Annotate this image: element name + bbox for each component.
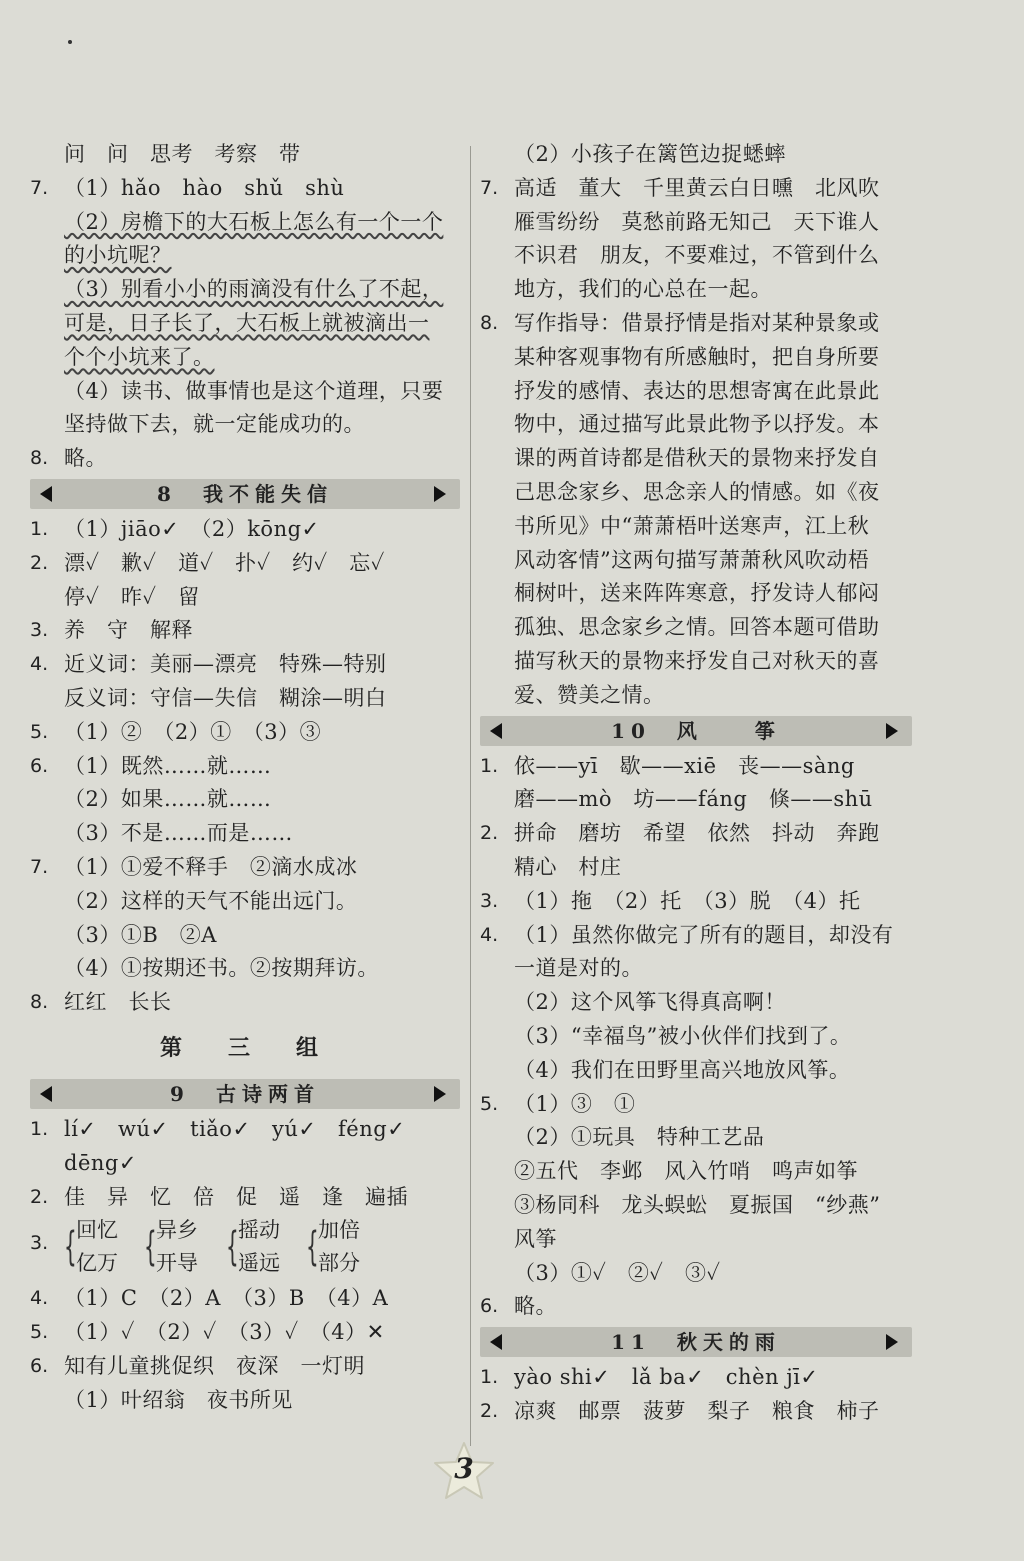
answer-text: 爱、赞美之情。 [514, 682, 665, 707]
answer-text: 抒发的感情、表达的思想寄寓在此景此 [514, 378, 880, 403]
answer-text: 某种客观事物有所感触时，把自身所要 [514, 344, 880, 369]
answer-line [480, 1290, 912, 1324]
answer-text: 可是，日子长了，大石板上就被滴出一 [64, 310, 430, 335]
answer-text: （2）这个风筝飞得真高啊！ [514, 990, 786, 1015]
answer-text: （3）①B ②A [64, 922, 217, 947]
answer-text: （1）C （2）A （3）B （4）A [64, 1286, 389, 1311]
answer-text: 书所见》中“萧萧梧叶送寒声，江上秋 [514, 513, 870, 538]
answer-line [30, 986, 460, 1020]
question-number: 2. [480, 822, 499, 845]
question-number: 7. [480, 176, 499, 199]
answer-line [480, 919, 912, 953]
answer-line [480, 172, 912, 206]
answer-line [480, 138, 912, 172]
section-bar-10 [480, 716, 912, 746]
section-title: 9 古诗两首 [170, 1081, 320, 1106]
answer-line [30, 1316, 460, 1350]
answer-line [30, 817, 460, 851]
answer-line [480, 679, 912, 713]
question-number: 1. [30, 1117, 49, 1140]
answer-line [30, 172, 460, 206]
answer-text: ②五代 李邺 风入竹哨 鸣声如筝 [514, 1159, 858, 1184]
page-number-badge [432, 1440, 496, 1502]
left-column [30, 138, 460, 1418]
answer-line [30, 952, 460, 986]
question-number: 1. [480, 754, 499, 777]
answer-line [30, 375, 460, 409]
brace-icon: { [64, 1224, 77, 1271]
answer-text: （2）这样的天气不能出远门。 [64, 888, 358, 913]
section-bar-8 [30, 479, 460, 509]
answer-text: 高适 董大 千里黄云白日曛 北风吹 [514, 175, 880, 200]
answer-line [30, 1350, 460, 1384]
question-number: 2. [480, 1399, 499, 1422]
answer-text: 停✓ 昨✓ 留 [64, 584, 200, 609]
answer-line [480, 1054, 912, 1088]
section-title: 11 秋天的雨 [611, 1330, 781, 1355]
right-answers-unit10 [480, 750, 912, 1325]
section-title: 8 我不能失信 [157, 481, 333, 506]
word: 部分 [318, 1251, 360, 1276]
column-divider [470, 146, 471, 1446]
answer-text: 地方，我们的心总在一起。 [514, 277, 772, 302]
answer-line [30, 750, 460, 784]
answer-text: （1）③ ① [514, 1091, 636, 1116]
answer-line [480, 1020, 912, 1054]
section-bar-11 [480, 1327, 912, 1357]
answer-text: （1）虽然你做完了所有的题目，却没有 [514, 922, 894, 947]
answer-line [480, 577, 912, 611]
answer-line [480, 611, 912, 645]
answer-line [30, 1384, 460, 1418]
answer-text: （2）小孩子在篱笆边捉蟋蟀 [514, 142, 786, 166]
answer-line [30, 442, 460, 476]
answer-text: 精心 村庄 [514, 854, 622, 879]
answer-text: （1）✓ （2）✓ （3）✓ （4）✕ [64, 1320, 385, 1345]
answer-text: 反义词：守信—失信 糊涂—明白 [64, 685, 387, 710]
answer-text: 略。 [64, 446, 107, 471]
left-answers-unit8 [30, 513, 460, 1020]
answer-text: lí✓ wú✓ tiǎo✓ yú✓ féng✓ [64, 1116, 406, 1141]
answer-line [30, 1282, 460, 1316]
answer-line [480, 1223, 912, 1257]
section-bar-9 [30, 1079, 460, 1109]
question-number: 3. [30, 619, 49, 642]
answer-line [480, 1088, 912, 1122]
answer-text: （3）“幸福鸟”被小伙伴们找到了。 [514, 1023, 852, 1048]
answer-line [480, 645, 912, 679]
answer-line [480, 1121, 912, 1155]
answer-text: 知有儿童挑促织 夜深 一灯明 [64, 1353, 365, 1378]
answer-text: 拼命 磨坊 希望 依然 抖动 奔跑 [514, 821, 880, 846]
answer-text: （1）jiāo✓ （2）kōng✓ [64, 516, 320, 541]
answer-line [480, 1155, 912, 1189]
answer-text: （1）② （2）① （3）③ [64, 719, 322, 744]
word: 开导 [156, 1251, 198, 1276]
answer-line [30, 138, 460, 172]
word: 异乡 [156, 1218, 198, 1243]
answer-text: 的小坑呢？ [64, 243, 172, 268]
question-number: 6. [30, 754, 49, 777]
question-number: 1. [30, 517, 49, 540]
answer-text: （1）叶绍翁 夜书所见 [64, 1387, 293, 1412]
answer-text: 近义词：美丽—漂亮 特殊—特别 [64, 652, 387, 677]
print-dot [68, 40, 72, 44]
answer-line [480, 851, 912, 885]
answer-text: （3）①✓ ②✓ ③✓ [514, 1260, 721, 1285]
left-answers-unit9-cont [30, 1282, 460, 1417]
question-number: 3. [480, 889, 499, 912]
answer-text: 略。 [514, 1294, 557, 1319]
answer-line [30, 1113, 460, 1147]
answer-text: （4）①按期还书。②按期拜访。 [64, 956, 379, 981]
left-answers-unit9 [30, 1113, 460, 1214]
answer-text: （3）不是……而是…… [64, 821, 293, 846]
answer-line [480, 442, 912, 476]
answer-text: dēng✓ [64, 1150, 137, 1175]
answer-line [480, 885, 912, 919]
word: 亿万 [76, 1251, 118, 1276]
answer-text: 物中，通过描写此景此物予以抒发。本 [514, 412, 880, 437]
answer-text: 红红 长长 [64, 990, 172, 1015]
answer-line [30, 648, 460, 682]
question-number: 8. [30, 991, 49, 1014]
answer-text: （1）①爱不释手 ②滴水成冰 [64, 854, 358, 879]
brace-icon: { [144, 1224, 157, 1271]
arrow-right-icon [434, 1086, 446, 1102]
answer-text: 坚持做下去，就一定能成功的。 [64, 412, 365, 437]
answer-line [30, 239, 460, 273]
answer-text: （4）我们在田野里高兴地放风筝。 [514, 1057, 851, 1082]
answer-text: （1）hǎo hào shǔ shù [64, 175, 345, 200]
answer-text: 磨——mò 坊——fáng 倏——shū [514, 787, 873, 812]
answer-text: 个个小坑来了。 [64, 344, 215, 369]
answer-line [30, 1147, 460, 1181]
answer-line [30, 581, 460, 615]
answer-text: （1）拖 （2）托 （3）脱 （4）托 [514, 888, 861, 913]
answer-line [480, 750, 912, 784]
answer-line [480, 544, 912, 578]
right-column [480, 138, 912, 1429]
answer-line [30, 919, 460, 953]
answer-line [30, 273, 460, 307]
question-number: 5. [30, 720, 49, 743]
question-number: 7. [30, 855, 49, 878]
question-number: 4. [480, 923, 499, 946]
question-number: 7. [30, 176, 49, 199]
answer-text: 养 守 解释 [64, 618, 193, 643]
answer-text: 问 问 思考 考察 带 [64, 142, 301, 166]
answer-text: 己思念家乡、思念亲人的情感。如《夜 [514, 479, 880, 504]
word: 加倍 [318, 1218, 360, 1243]
arrow-right-icon [886, 723, 898, 739]
answer-text: ③杨同科 龙头蜈蚣 夏振国 “纱燕” [514, 1192, 881, 1217]
answer-line [480, 341, 912, 375]
answer-line [480, 375, 912, 409]
answer-line [30, 783, 460, 817]
question-number: 8. [480, 311, 499, 334]
answer-line [480, 273, 912, 307]
question-number: 1. [480, 1366, 499, 1389]
right-answers-unit9 [480, 138, 912, 713]
answer-text: 写作指导：借景抒情是指对某种景象或 [514, 310, 880, 335]
answer-line [480, 239, 912, 273]
answer-line [30, 408, 460, 442]
answer-line [30, 885, 460, 919]
answer-line [480, 1361, 912, 1395]
answer-line [480, 986, 912, 1020]
answer-line [480, 408, 912, 442]
question-number: 3. [30, 1232, 49, 1255]
brace-icon: { [306, 1224, 319, 1271]
answer-line [30, 1181, 460, 1215]
answer-line [480, 1257, 912, 1291]
answer-text: yào shi✓ lǎ ba✓ chèn jī✓ [514, 1365, 819, 1390]
question-number: 5. [480, 1092, 499, 1115]
arrow-right-icon [434, 486, 446, 502]
question-number: 5. [30, 1321, 49, 1344]
answer-text: 漂✓ 歉✓ 道✓ 扑✓ 约✓ 忘✓ [64, 550, 385, 575]
right-answers-unit11 [480, 1361, 912, 1429]
answer-line [30, 682, 460, 716]
answer-text: （2）如果……就…… [64, 787, 272, 812]
answer-line [480, 1189, 912, 1223]
answer-line [480, 817, 912, 851]
answer-line [30, 206, 460, 240]
answer-line [30, 341, 460, 375]
answer-line [480, 206, 912, 240]
word: 遥远 [238, 1251, 280, 1276]
question-number: 2. [30, 1185, 49, 1208]
answer-text: 桐树叶，送来阵阵寒意，抒发诗人郁闷 [514, 581, 880, 606]
page-number: 3 [454, 1452, 474, 1485]
question-number: 8. [30, 447, 49, 470]
question-number: 4. [30, 1287, 49, 1310]
answer-text: （3）别看小小的雨滴没有什么了不起， [64, 277, 444, 302]
answer-line [30, 513, 460, 547]
answer-line [480, 1395, 912, 1429]
answer-line [30, 716, 460, 750]
group-title: 第 三 组 [159, 1034, 330, 1061]
answer-line [480, 307, 912, 341]
question-number: 2. [30, 551, 49, 574]
word: 摇动 [238, 1218, 280, 1243]
question-number: 6. [30, 1354, 49, 1377]
answer-text: 风筝 [514, 1226, 557, 1251]
answer-text: 雁雪纷纷 莫愁前路无知己 天下谁人 [514, 209, 880, 234]
question-3-brace-groups [30, 1214, 460, 1282]
section-title: 10 风 筝 [611, 718, 781, 743]
answer-text: 一道是对的。 [514, 956, 643, 981]
answer-line [480, 952, 912, 986]
answer-text: 描写秋天的景物来抒发自己对秋天的喜 [514, 648, 880, 673]
answer-text: 依——yī 歇——xiē 丧——sàng [514, 753, 855, 778]
answer-line [480, 783, 912, 817]
answer-line [30, 614, 460, 648]
question-number: 4. [30, 653, 49, 676]
question-number: 6. [480, 1295, 499, 1318]
answer-text: （2）房檐下的大石板上怎么有一个一个 [64, 209, 444, 234]
answer-line [480, 476, 912, 510]
word: 回忆 [76, 1218, 118, 1243]
answer-line [480, 510, 912, 544]
answer-text: （1）既然……就…… [64, 753, 272, 778]
brace-icon: { [226, 1224, 239, 1271]
answer-text: （4）读书、做事情也是这个道理，只要 [64, 378, 444, 403]
answer-line [30, 851, 460, 885]
answer-text: 风动客情”这两句描写萧萧秋风吹动梧 [514, 547, 870, 572]
answer-line [30, 547, 460, 581]
answer-text: 课的两首诗都是借秋天的景物来抒发自 [514, 446, 880, 471]
left-answers-unit7 [30, 138, 460, 476]
answer-line [30, 307, 460, 341]
answer-text: 不识君 朋友，不要难过，不管到什么 [514, 243, 880, 268]
answer-text: 凉爽 邮票 菠萝 梨子 粮食 柿子 [514, 1398, 880, 1423]
answer-text: （2）①玩具 特种工艺品 [514, 1125, 765, 1150]
arrow-right-icon [886, 1334, 898, 1350]
answer-text: 佳 异 忆 倍 促 遥 逢 遍插 [64, 1184, 408, 1209]
answer-text: 孤独、思念家乡之情。回答本题可借助 [514, 615, 880, 640]
